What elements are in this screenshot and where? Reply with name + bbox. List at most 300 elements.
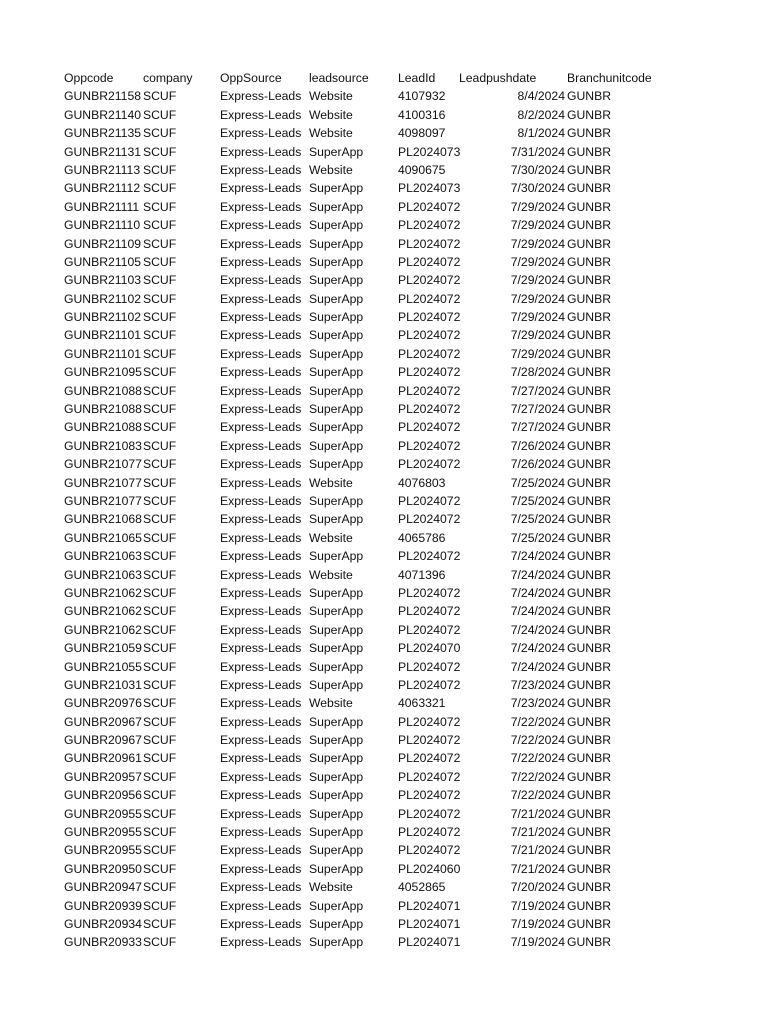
- cell-company: SCUF: [143, 457, 177, 472]
- cell-branchunitcode: GUNBR: [567, 273, 612, 288]
- cell-leadsource: SuperApp: [309, 916, 364, 931]
- header-company: company: [143, 71, 193, 85]
- cell-company: SCUF: [143, 438, 177, 453]
- cell-leadsource: Website: [309, 89, 353, 104]
- cell-oppsource: Express-Leads: [220, 843, 302, 858]
- cell-branchunitcode: GUNBR: [567, 475, 612, 490]
- cell-leadsource: Website: [309, 475, 353, 490]
- cell-branchunitcode: GUNBR: [567, 310, 612, 325]
- cell-leadid: PL2024072: [398, 493, 460, 508]
- cell-leadpushdate: 7/26/2024: [510, 457, 565, 472]
- cell-oppcode: GUNBR20957: [64, 769, 142, 784]
- cell-branchunitcode: GUNBR: [567, 365, 612, 380]
- cell-company: SCUF: [143, 585, 177, 600]
- cell-oppcode: GUNBR21109: [64, 236, 141, 251]
- cell-oppcode: GUNBR20939: [64, 898, 142, 913]
- cell-branchunitcode: GUNBR: [567, 843, 612, 858]
- cell-oppcode: GUNBR21095: [64, 365, 142, 380]
- cell-leadpushdate: 7/29/2024: [510, 236, 565, 251]
- cell-leadid: PL2024072: [398, 254, 460, 269]
- cell-leadpushdate: 7/30/2024: [510, 181, 565, 196]
- cell-company: SCUF: [143, 641, 177, 656]
- cell-leadpushdate: 7/24/2024: [510, 549, 565, 564]
- cell-branchunitcode: GUNBR: [567, 254, 612, 269]
- cell-leadpushdate: 7/21/2024: [510, 843, 565, 858]
- cell-company: SCUF: [143, 328, 177, 343]
- cell-oppsource: Express-Leads: [220, 788, 302, 803]
- cell-oppcode: GUNBR21102: [64, 291, 141, 306]
- cell-leadid: PL2024072: [398, 751, 460, 766]
- cell-oppcode: GUNBR21135: [64, 126, 141, 141]
- cell-oppsource: Express-Leads: [220, 641, 302, 656]
- cell-company: SCUF: [143, 549, 177, 564]
- cell-oppsource: Express-Leads: [220, 825, 302, 840]
- cell-leadsource: SuperApp: [309, 769, 364, 784]
- cell-leadpushdate: 7/24/2024: [510, 622, 565, 637]
- cell-leadsource: Website: [309, 696, 353, 711]
- cell-company: SCUF: [143, 622, 177, 637]
- cell-leadid: PL2024072: [398, 291, 460, 306]
- cell-leadsource: SuperApp: [309, 677, 364, 692]
- cell-leadsource: SuperApp: [309, 751, 364, 766]
- cell-company: SCUF: [143, 916, 177, 931]
- cell-leadpushdate: 8/1/2024: [517, 126, 565, 141]
- cell-oppcode: GUNBR21102: [64, 310, 141, 325]
- cell-company: SCUF: [143, 512, 177, 527]
- cell-leadid: 4063321: [398, 696, 446, 711]
- cell-oppsource: Express-Leads: [220, 530, 302, 545]
- cell-oppsource: Express-Leads: [220, 291, 302, 306]
- cell-leadid: PL2024071: [398, 916, 460, 931]
- cell-company: SCUF: [143, 199, 177, 214]
- cell-oppsource: Express-Leads: [220, 254, 302, 269]
- cell-leadpushdate: 7/24/2024: [510, 585, 565, 600]
- cell-leadid: PL2024072: [398, 788, 460, 803]
- cell-company: SCUF: [143, 788, 177, 803]
- cell-leadsource: SuperApp: [309, 549, 364, 564]
- cell-company: SCUF: [143, 806, 177, 821]
- cell-leadpushdate: 7/25/2024: [510, 530, 565, 545]
- cell-leadid: 4100316: [398, 107, 446, 122]
- cell-company: SCUF: [143, 861, 177, 876]
- cell-oppsource: Express-Leads: [220, 622, 302, 637]
- cell-leadpushdate: 7/25/2024: [510, 475, 565, 490]
- cell-oppcode: GUNBR21131: [64, 144, 141, 159]
- cell-oppcode: GUNBR21031: [64, 677, 142, 692]
- cell-oppcode: GUNBR21083: [64, 438, 142, 453]
- cell-leadid: PL2024060: [398, 861, 460, 876]
- cell-leadpushdate: 7/25/2024: [510, 493, 565, 508]
- cell-leadpushdate: 7/21/2024: [510, 861, 565, 876]
- cell-oppcode: GUNBR20955: [64, 806, 142, 821]
- cell-oppsource: Express-Leads: [220, 181, 302, 196]
- cell-leadpushdate: 7/23/2024: [510, 696, 565, 711]
- cell-leadpushdate: 7/25/2024: [510, 512, 565, 527]
- cell-leadsource: SuperApp: [309, 457, 364, 472]
- cell-leadsource: SuperApp: [309, 365, 364, 380]
- cell-company: SCUF: [143, 346, 177, 361]
- cell-leadid: PL2024072: [398, 843, 460, 858]
- cell-leadsource: SuperApp: [309, 843, 364, 858]
- cell-leadpushdate: 8/4/2024: [517, 89, 565, 104]
- cell-company: SCUF: [143, 567, 177, 582]
- cell-company: SCUF: [143, 733, 177, 748]
- cell-leadsource: SuperApp: [309, 622, 364, 637]
- cell-leadsource: SuperApp: [309, 199, 364, 214]
- header-oppsource: OppSource: [220, 71, 282, 85]
- cell-company: SCUF: [143, 383, 177, 398]
- cell-company: SCUF: [143, 843, 177, 858]
- header-leadpushdate: Leadpushdate: [459, 71, 537, 85]
- cell-leadid: PL2024072: [398, 769, 460, 784]
- cell-company: SCUF: [143, 659, 177, 674]
- cell-oppcode: GUNBR20947: [64, 880, 142, 895]
- cell-branchunitcode: GUNBR: [567, 218, 612, 233]
- cell-leadsource: SuperApp: [309, 291, 364, 306]
- cell-leadsource: SuperApp: [309, 273, 364, 288]
- cell-leadid: 4107932: [398, 89, 446, 104]
- cell-leadsource: Website: [309, 162, 353, 177]
- cell-oppsource: Express-Leads: [220, 880, 302, 895]
- header-leadsource: leadsource: [309, 71, 369, 85]
- cell-oppcode: GUNBR20967: [64, 733, 142, 748]
- cell-leadsource: SuperApp: [309, 898, 364, 913]
- cell-oppcode: GUNBR21101: [64, 346, 141, 361]
- cell-branchunitcode: GUNBR: [567, 898, 612, 913]
- cell-leadpushdate: 7/29/2024: [510, 346, 565, 361]
- cell-leadid: PL2024072: [398, 512, 460, 527]
- cell-leadid: 4098097: [398, 126, 446, 141]
- cell-oppsource: Express-Leads: [220, 107, 302, 122]
- cell-leadpushdate: 7/27/2024: [510, 383, 565, 398]
- cell-company: SCUF: [143, 273, 177, 288]
- cell-oppsource: Express-Leads: [220, 310, 302, 325]
- cell-branchunitcode: GUNBR: [567, 107, 612, 122]
- cell-leadsource: SuperApp: [309, 420, 364, 435]
- cell-oppcode: GUNBR21059: [64, 641, 142, 656]
- cell-leadpushdate: 7/23/2024: [510, 677, 565, 692]
- cell-leadsource: SuperApp: [309, 218, 364, 233]
- cell-oppcode: GUNBR21055: [64, 659, 142, 674]
- cell-company: SCUF: [143, 291, 177, 306]
- cell-branchunitcode: GUNBR: [567, 714, 612, 729]
- cell-company: SCUF: [143, 365, 177, 380]
- cell-oppcode: GUNBR20933: [64, 935, 142, 950]
- cell-leadsource: SuperApp: [309, 383, 364, 398]
- cell-leadpushdate: 7/29/2024: [510, 328, 565, 343]
- cell-leadsource: SuperApp: [309, 181, 364, 196]
- cell-leadid: PL2024072: [398, 825, 460, 840]
- cell-leadpushdate: 7/30/2024: [510, 162, 565, 177]
- cell-branchunitcode: GUNBR: [567, 585, 612, 600]
- cell-company: SCUF: [143, 107, 177, 122]
- cell-oppsource: Express-Leads: [220, 714, 302, 729]
- cell-company: SCUF: [143, 677, 177, 692]
- cell-branchunitcode: GUNBR: [567, 530, 612, 545]
- cell-oppcode: GUNBR20955: [64, 825, 142, 840]
- cell-company: SCUF: [143, 714, 177, 729]
- cell-company: SCUF: [143, 696, 177, 711]
- cell-oppsource: Express-Leads: [220, 512, 302, 527]
- cell-leadsource: SuperApp: [309, 144, 364, 159]
- cell-company: SCUF: [143, 144, 177, 159]
- cell-oppsource: Express-Leads: [220, 383, 302, 398]
- cell-oppsource: Express-Leads: [220, 806, 302, 821]
- cell-leadpushdate: 8/2/2024: [517, 107, 565, 122]
- cell-company: SCUF: [143, 89, 177, 104]
- cell-leadpushdate: 7/20/2024: [510, 880, 565, 895]
- cell-leadpushdate: 7/29/2024: [510, 218, 565, 233]
- cell-leadid: PL2024072: [398, 438, 460, 453]
- cell-leadsource: Website: [309, 126, 353, 141]
- cell-leadsource: SuperApp: [309, 254, 364, 269]
- cell-oppcode: GUNBR20955: [64, 843, 142, 858]
- cell-leadid: PL2024072: [398, 328, 460, 343]
- cell-branchunitcode: GUNBR: [567, 383, 612, 398]
- cell-company: SCUF: [143, 310, 177, 325]
- cell-oppsource: Express-Leads: [220, 346, 302, 361]
- cell-oppsource: Express-Leads: [220, 162, 302, 177]
- cell-oppsource: Express-Leads: [220, 199, 302, 214]
- header-leadid: LeadId: [398, 71, 436, 85]
- cell-branchunitcode: GUNBR: [567, 677, 612, 692]
- cell-leadsource: Website: [309, 107, 353, 122]
- cell-leadid: PL2024072: [398, 236, 460, 251]
- cell-leadsource: SuperApp: [309, 641, 364, 656]
- cell-oppsource: Express-Leads: [220, 365, 302, 380]
- cell-oppsource: Express-Leads: [220, 144, 302, 159]
- cell-leadid: PL2024072: [398, 659, 460, 674]
- cell-company: SCUF: [143, 898, 177, 913]
- cell-leadpushdate: 7/29/2024: [510, 254, 565, 269]
- cell-leadsource: SuperApp: [309, 328, 364, 343]
- cell-branchunitcode: GUNBR: [567, 457, 612, 472]
- cell-leadid: PL2024072: [398, 806, 460, 821]
- cell-branchunitcode: GUNBR: [567, 751, 612, 766]
- cell-branchunitcode: GUNBR: [567, 346, 612, 361]
- cell-leadpushdate: 7/19/2024: [510, 898, 565, 913]
- cell-leadid: 4052865: [398, 880, 446, 895]
- cell-leadsource: Website: [309, 530, 353, 545]
- cell-company: SCUF: [143, 530, 177, 545]
- cell-leadid: PL2024072: [398, 365, 460, 380]
- cell-oppsource: Express-Leads: [220, 438, 302, 453]
- cell-oppcode: GUNBR21077: [64, 493, 142, 508]
- cell-leadid: 4090675: [398, 162, 446, 177]
- cell-company: SCUF: [143, 420, 177, 435]
- cell-leadid: PL2024072: [398, 273, 460, 288]
- cell-company: SCUF: [143, 475, 177, 490]
- cell-branchunitcode: GUNBR: [567, 438, 612, 453]
- cell-leadid: PL2024072: [398, 677, 460, 692]
- cell-branchunitcode: GUNBR: [567, 199, 612, 214]
- cell-oppcode: GUNBR21077: [64, 457, 142, 472]
- cell-leadpushdate: 7/29/2024: [510, 273, 565, 288]
- cell-leadpushdate: 7/22/2024: [510, 733, 565, 748]
- cell-oppcode: GUNBR21103: [64, 273, 141, 288]
- cell-branchunitcode: GUNBR: [567, 144, 612, 159]
- cell-leadsource: SuperApp: [309, 935, 364, 950]
- cell-oppsource: Express-Leads: [220, 585, 302, 600]
- cell-oppsource: Express-Leads: [220, 273, 302, 288]
- cell-oppsource: Express-Leads: [220, 751, 302, 766]
- cell-branchunitcode: GUNBR: [567, 916, 612, 931]
- cell-oppsource: Express-Leads: [220, 769, 302, 784]
- cell-oppcode: GUNBR21140: [64, 107, 141, 122]
- cell-leadsource: SuperApp: [309, 788, 364, 803]
- cell-oppsource: Express-Leads: [220, 126, 302, 141]
- cell-leadpushdate: 7/22/2024: [510, 788, 565, 803]
- cell-company: SCUF: [143, 218, 177, 233]
- cell-branchunitcode: GUNBR: [567, 641, 612, 656]
- cell-company: SCUF: [143, 880, 177, 895]
- cell-company: SCUF: [143, 751, 177, 766]
- cell-leadpushdate: 7/22/2024: [510, 751, 565, 766]
- cell-leadpushdate: 7/24/2024: [510, 641, 565, 656]
- cell-oppsource: Express-Leads: [220, 457, 302, 472]
- cell-leadpushdate: 7/22/2024: [510, 769, 565, 784]
- cell-company: SCUF: [143, 769, 177, 784]
- cell-oppcode: GUNBR21088: [64, 383, 142, 398]
- cell-leadid: 4076803: [398, 475, 446, 490]
- cell-leadid: PL2024071: [398, 935, 460, 950]
- cell-leadid: PL2024072: [398, 310, 460, 325]
- cell-leadid: PL2024072: [398, 733, 460, 748]
- cell-leadpushdate: 7/29/2024: [510, 199, 565, 214]
- cell-leadid: PL2024072: [398, 604, 460, 619]
- cell-oppsource: Express-Leads: [220, 659, 302, 674]
- cell-oppsource: Express-Leads: [220, 236, 302, 251]
- cell-oppcode: GUNBR21068: [64, 512, 142, 527]
- cell-branchunitcode: GUNBR: [567, 861, 612, 876]
- cell-oppsource: Express-Leads: [220, 420, 302, 435]
- cell-oppsource: Express-Leads: [220, 493, 302, 508]
- cell-branchunitcode: GUNBR: [567, 549, 612, 564]
- cell-leadsource: SuperApp: [309, 825, 364, 840]
- cell-leadid: PL2024072: [398, 714, 460, 729]
- cell-company: SCUF: [143, 935, 177, 950]
- cell-oppsource: Express-Leads: [220, 218, 302, 233]
- cell-branchunitcode: GUNBR: [567, 291, 612, 306]
- cell-oppcode: GUNBR21112: [64, 181, 141, 196]
- cell-leadsource: SuperApp: [309, 310, 364, 325]
- cell-leadpushdate: 7/26/2024: [510, 438, 565, 453]
- cell-branchunitcode: GUNBR: [567, 181, 612, 196]
- cell-oppsource: Express-Leads: [220, 549, 302, 564]
- cell-leadpushdate: 7/24/2024: [510, 604, 565, 619]
- cell-leadid: PL2024072: [398, 218, 460, 233]
- cell-leadid: PL2024073: [398, 144, 460, 159]
- cell-leadsource: SuperApp: [309, 512, 364, 527]
- cell-oppsource: Express-Leads: [220, 475, 302, 490]
- cell-oppcode: GUNBR20967: [64, 714, 142, 729]
- cell-leadsource: SuperApp: [309, 438, 364, 453]
- cell-branchunitcode: GUNBR: [567, 236, 612, 251]
- cell-leadid: PL2024071: [398, 898, 460, 913]
- cell-branchunitcode: GUNBR: [567, 769, 612, 784]
- cell-oppcode: GUNBR21105: [64, 254, 141, 269]
- cell-leadsource: SuperApp: [309, 733, 364, 748]
- cell-branchunitcode: GUNBR: [567, 659, 612, 674]
- cell-oppcode: GUNBR21088: [64, 420, 142, 435]
- cell-oppcode: GUNBR20961: [64, 751, 142, 766]
- cell-leadid: PL2024072: [398, 585, 460, 600]
- cell-leadpushdate: 7/27/2024: [510, 420, 565, 435]
- cell-oppcode: GUNBR21111: [64, 199, 140, 214]
- cell-leadid: 4065786: [398, 530, 446, 545]
- cell-branchunitcode: GUNBR: [567, 825, 612, 840]
- cell-oppcode: GUNBR21062: [64, 604, 142, 619]
- cell-leadsource: SuperApp: [309, 806, 364, 821]
- cell-leadpushdate: 7/19/2024: [510, 916, 565, 931]
- cell-leadpushdate: 7/24/2024: [510, 659, 565, 674]
- cell-oppsource: Express-Leads: [220, 916, 302, 931]
- cell-leadid: PL2024072: [398, 346, 460, 361]
- cell-branchunitcode: GUNBR: [567, 420, 612, 435]
- cell-branchunitcode: GUNBR: [567, 512, 612, 527]
- cell-leadsource: SuperApp: [309, 604, 364, 619]
- cell-leadpushdate: 7/21/2024: [510, 825, 565, 840]
- cell-oppsource: Express-Leads: [220, 696, 302, 711]
- cell-branchunitcode: GUNBR: [567, 622, 612, 637]
- cell-leadpushdate: 7/24/2024: [510, 567, 565, 582]
- cell-leadsource: SuperApp: [309, 585, 364, 600]
- cell-leadid: PL2024072: [398, 199, 460, 214]
- cell-branchunitcode: GUNBR: [567, 788, 612, 803]
- cell-oppsource: Express-Leads: [220, 89, 302, 104]
- cell-leadsource: SuperApp: [309, 236, 364, 251]
- cell-oppcode: GUNBR21110: [64, 218, 141, 233]
- cell-leadsource: SuperApp: [309, 402, 364, 417]
- cell-oppsource: Express-Leads: [220, 898, 302, 913]
- cell-branchunitcode: GUNBR: [567, 493, 612, 508]
- cell-leadsource: Website: [309, 880, 353, 895]
- cell-oppsource: Express-Leads: [220, 402, 302, 417]
- cell-leadpushdate: 7/19/2024: [510, 935, 565, 950]
- cell-leadid: PL2024072: [398, 420, 460, 435]
- cell-company: SCUF: [143, 162, 177, 177]
- cell-company: SCUF: [143, 402, 177, 417]
- cell-leadid: PL2024072: [398, 549, 460, 564]
- cell-branchunitcode: GUNBR: [567, 733, 612, 748]
- cell-oppcode: GUNBR21063: [64, 549, 142, 564]
- cell-oppcode: GUNBR20934: [64, 916, 142, 931]
- cell-oppcode: GUNBR21113: [64, 162, 141, 177]
- cell-leadpushdate: 7/29/2024: [510, 310, 565, 325]
- cell-leadsource: SuperApp: [309, 714, 364, 729]
- cell-oppsource: Express-Leads: [220, 733, 302, 748]
- cell-company: SCUF: [143, 181, 177, 196]
- cell-oppsource: Express-Leads: [220, 677, 302, 692]
- cell-company: SCUF: [143, 604, 177, 619]
- cell-branchunitcode: GUNBR: [567, 162, 612, 177]
- cell-leadpushdate: 7/28/2024: [510, 365, 565, 380]
- cell-leadpushdate: 7/21/2024: [510, 806, 565, 821]
- cell-company: SCUF: [143, 825, 177, 840]
- cell-leadpushdate: 7/29/2024: [510, 291, 565, 306]
- cell-oppcode: GUNBR20956: [64, 788, 142, 803]
- cell-oppcode: GUNBR20976: [64, 696, 142, 711]
- cell-oppsource: Express-Leads: [220, 328, 302, 343]
- cell-leadpushdate: 7/27/2024: [510, 402, 565, 417]
- cell-leadsource: SuperApp: [309, 659, 364, 674]
- cell-leadsource: SuperApp: [309, 493, 364, 508]
- cell-branchunitcode: GUNBR: [567, 567, 612, 582]
- cell-leadid: PL2024070: [398, 641, 460, 656]
- cell-company: SCUF: [143, 236, 177, 251]
- cell-company: SCUF: [143, 126, 177, 141]
- cell-leadsource: SuperApp: [309, 861, 364, 876]
